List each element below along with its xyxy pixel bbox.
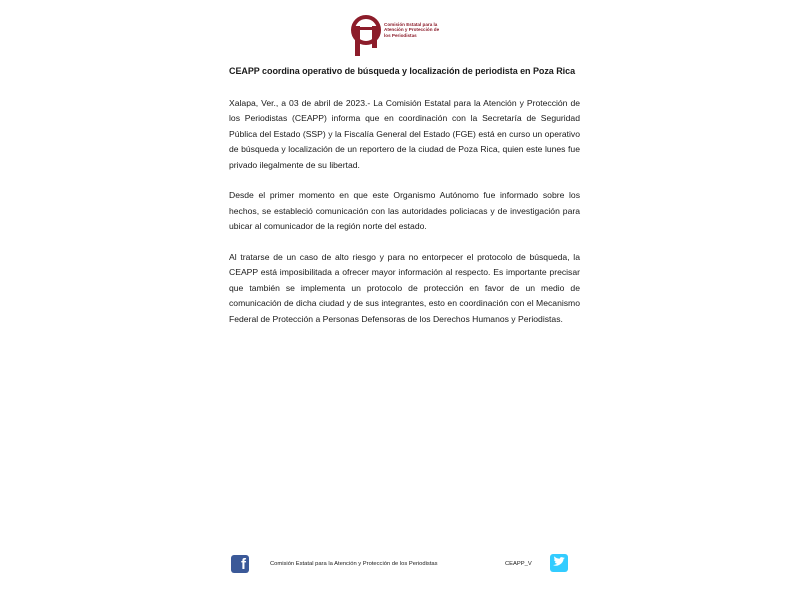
paragraph: Al tratarse de un caso de alto riesgo y para no entorpecer el protocolo de búsqueda, la CEAPP está imposibilitada a ofrecer mayor información al respecto. Es importante precisar que también se implementa un protocolo de protección en favor de un medio de comunicación de dicha ciudad y de sus integrantes, esto en coordinación con el Mecanismo Federal de Protección a Personas Defensoras de los Derechos Humanos y Periodistas. [229,252,580,324]
ceapp-logo-icon [350,12,384,60]
document-title: CEAPP coordina operativo de búsqueda y localización de periodista en Poza Rica [229,66,576,76]
twitter-icon[interactable] [550,554,568,572]
twitter-bird-icon [550,554,568,572]
facebook-icon[interactable]: f [231,555,249,573]
paragraph: Xalapa, Ver., a 03 de abril de 2023.- La Comisión Estatal para la Atención y Protección de los Periodistas (CEAPP) informa que en coordinación con la Secretaría de Seguridad Pública del Estado (SSP) y la Fiscalía General del Estado (FGE) está en curso un operativo de búsqueda y localización de un reportero de la ciudad de Poza Rica, quien este lunes fue privado ilegalmente de su libertad. [229,98,580,170]
logo-text: Comisión Estatal para la Atención y Protección de los Periodistas [384,22,440,38]
paragraph: Desde el primer momento en que este Organismo Autónomo fue informado sobre los hechos, se estableció comunicación con las autoridades policiacas y de investigación para ubicar al comunicador de la región norte del estado. [229,190,580,232]
ceapp-logo [350,12,450,60]
document-body [229,96,580,342]
footer-organization: Comisión Estatal para la Atención y Protección de los Periodistas [270,561,438,567]
footer-handle: CEAPP_V [505,561,532,567]
